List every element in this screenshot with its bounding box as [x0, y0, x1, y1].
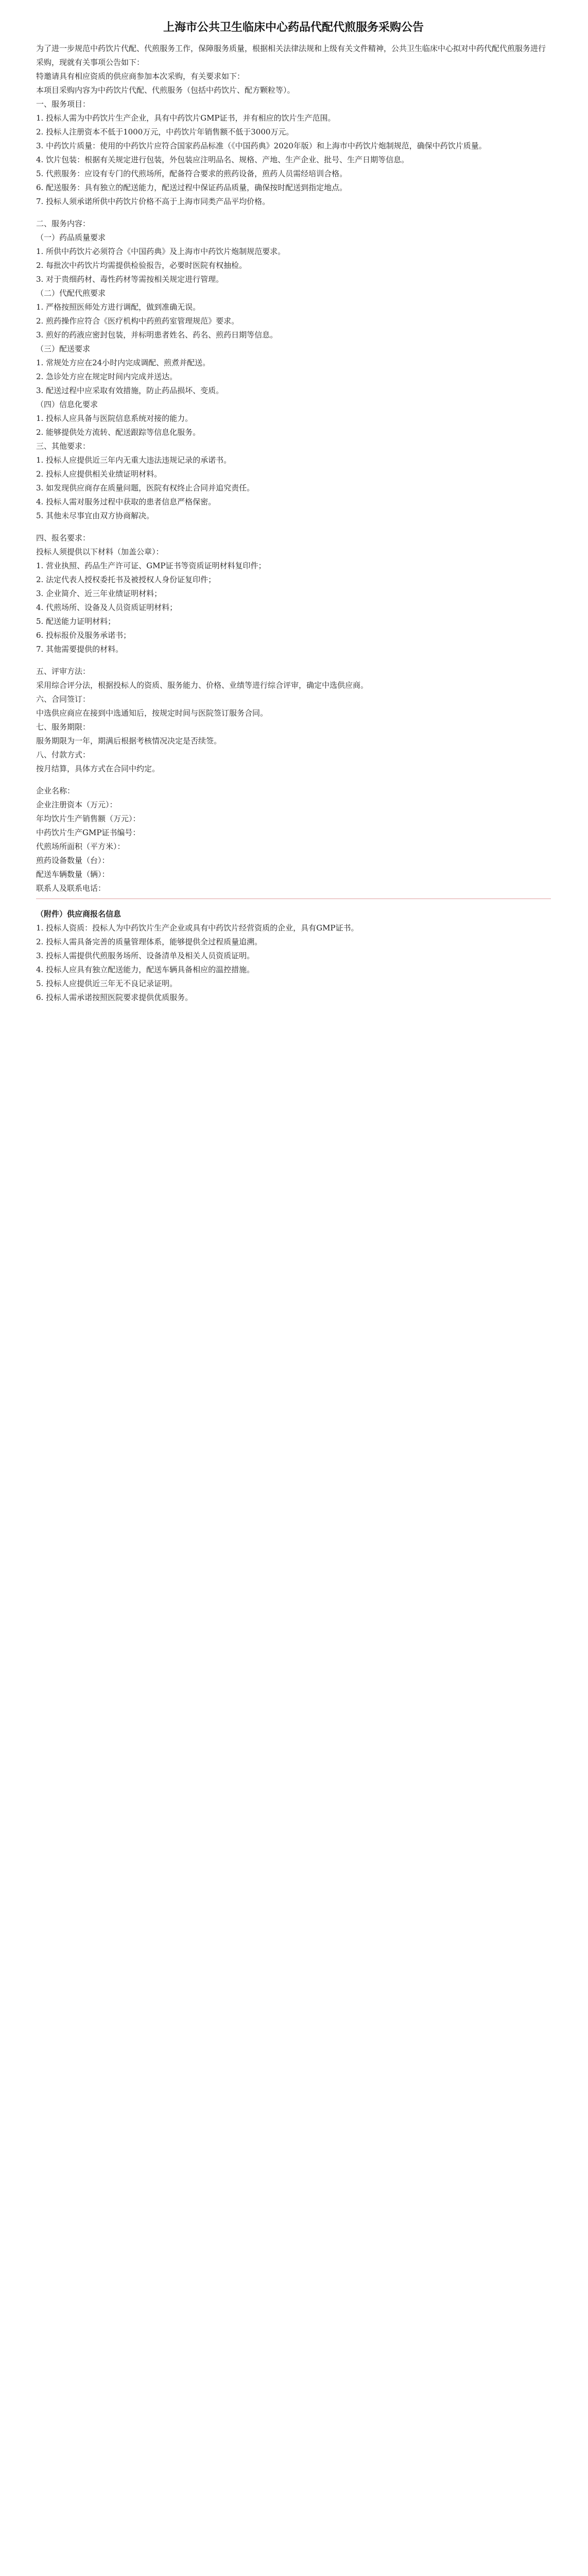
- section-line: 3. 企业简介、近三年业绩证明材料；: [36, 589, 162, 598]
- section-line: 2. 投标人应提供相关业绩证明材料。: [36, 469, 162, 479]
- form-field-label: 年均饮片生产销售额（万元）：: [36, 814, 141, 823]
- section-line: （四）信息化要求: [36, 400, 98, 409]
- form-field-label: 企业注册资本（万元）：: [36, 800, 117, 809]
- section-line: 3. 如发现供应商存在质量问题，医院有权终止合同并追究责任。: [36, 483, 255, 493]
- section-line: 1. 投标人应提供近三年内无重大违法违规记录的承诺书。: [36, 455, 232, 465]
- intro-paragraph: 特邀请具有相应资质的供应商参加本次采购，有关要求如下：: [36, 72, 245, 81]
- section-line: 投标人须提供以下材料（加盖公章）：: [36, 547, 164, 556]
- section-line: 1. 所供中药饮片必须符合《中国药典》及上海市中药饮片炮制规范要求。: [36, 247, 286, 256]
- section-line: 6. 投标报价及服务承诺书；: [36, 631, 131, 640]
- section-line: 中选供应商应在接到中选通知后，按规定时间与医院签订服务合同。: [36, 708, 268, 718]
- intro-paragraph: 本项目采购内容为中药饮片代配、代煎服务（包括中药饮片、配方颗粒等）。: [36, 86, 295, 95]
- attachment-header: （附件）供应商报名信息: [36, 909, 122, 919]
- section-line: 4. 代煎场所、设备及人员资质证明材料；: [36, 603, 178, 612]
- section-line: 7. 其他需要提供的材料。: [36, 645, 124, 654]
- section-line: （三）配送要求: [36, 344, 91, 353]
- section-line: 1. 投标人应具备与医院信息系统对接的能力。: [36, 414, 193, 423]
- section-line: 5. 配送能力证明材料；: [36, 617, 116, 626]
- section-line: 1. 常规处方应在24小时内完成调配、煎煮并配送。: [36, 358, 211, 367]
- form-field-label: 企业名称：: [36, 786, 75, 795]
- attachment-line: 6. 投标人需承诺按照医院要求提供优质服务。: [36, 993, 193, 1002]
- section-line: 五、评审方法：: [36, 667, 91, 676]
- attachment-line: 2. 投标人需具备完善的质量管理体系，能够提供全过程质量追溯。: [36, 937, 263, 946]
- section-line: 2. 能够提供处方流转、配送跟踪等信息化服务。: [36, 428, 201, 437]
- section-line: 2. 每批次中药饮片均需提供检验报告，必要时医院有权抽检。: [36, 261, 247, 270]
- registration-section: [36, 531, 551, 656]
- intro-paragraph: 为了进一步规范中药饮片代配、代煎服务工作，保障服务质量，根据相关法律法规和上级有关文件精神，公共卫生临床中心拟对中药代配代煎服务进行采购，现就有关事项公告如下：: [36, 44, 546, 67]
- service-project-section: [36, 97, 551, 209]
- form-field-label: 联系人及联系电话：: [36, 884, 106, 893]
- supplier-info-form: [36, 784, 551, 895]
- section-line: 6. 配送服务：具有独立的配送能力，配送过程中保证药品质量，确保按时配送到指定地点。: [36, 183, 348, 192]
- section-line: 1. 营业执照、药品生产许可证、GMP证书等资质证明材料复印件；: [36, 561, 266, 570]
- section-line: 2. 急诊处方应在规定时间内完成并送达。: [36, 372, 178, 381]
- section-line: 四、报名要求：: [36, 533, 91, 543]
- attachment-section: [36, 921, 551, 1005]
- section-line: 二、服务内容：: [36, 219, 91, 228]
- attachment-line: 1. 投标人资质：投标人为中药饮片生产企业或具有中药饮片经营资质的企业，具有GMP证书。: [36, 923, 359, 933]
- section-line: 4. 投标人需对服务过程中获取的患者信息严格保密。: [36, 497, 216, 506]
- document-title: 上海市公共卫生临床中心药品代配代煎服务采购公告: [163, 21, 424, 34]
- form-field-label: 代煎场所面积（平方米）：: [36, 842, 125, 851]
- section-line: 三、其他要求：: [36, 442, 91, 451]
- form-field-label: 煎药设备数量（台）：: [36, 856, 110, 865]
- section-line: 5. 代煎服务：应设有专门的代煎场所，配备符合要求的煎药设备，煎药人员需经培训合格。: [36, 169, 348, 178]
- section-line: 七、服务期限：: [36, 722, 91, 732]
- attachment-line: 4. 投标人应具有独立配送能力，配送车辆具备相应的温控措施。: [36, 965, 255, 974]
- attachment-line: 3. 投标人需提供代煎服务场所、设备清单及相关人员资质证明。: [36, 951, 255, 960]
- section-line: 八、付款方式：: [36, 750, 91, 759]
- section-line: 六、合同签订：: [36, 694, 91, 704]
- section-line: 服务期限为一年，期满后根据考核情况决定是否续签。: [36, 736, 222, 745]
- section-line: （二）代配代煎要求: [36, 289, 106, 298]
- section-line: 3. 对于贵细药材、毒性药材等需按相关规定进行管理。: [36, 275, 224, 284]
- section-line: 4. 饮片包装：根据有关规定进行包装，外包装应注明品名、规格、产地、生产企业、批号、生产日期等信息。: [36, 155, 409, 164]
- section-line: 3. 配送过程中应采取有效措施，防止药品损坏、变质。: [36, 386, 224, 395]
- attachment-line: 5. 投标人应提供近三年无不良记录证明。: [36, 979, 178, 988]
- section-line: 5. 其他未尽事宜由双方协商解决。: [36, 511, 154, 520]
- service-content-section: [36, 217, 551, 523]
- form-field-label: 配送车辆数量（辆）：: [36, 870, 110, 879]
- section-line: 2. 法定代表人授权委托书及被授权人身份证复印件；: [36, 575, 216, 584]
- section-line: 2. 煎药操作应符合《医疗机构中药煎药室管理规范》要求。: [36, 316, 239, 326]
- section-line: 一、服务项目：: [36, 99, 91, 109]
- section-line: 2. 投标人注册资本不低于1000万元，中药饮片年销售额不低于3000万元。: [36, 127, 294, 137]
- section-line: 采用综合评分法，根据投标人的资质、服务能力、价格、业绩等进行综合评审，确定中选供应商。: [36, 681, 369, 690]
- section-line: 1. 严格按照医师处方进行调配，做到准确无误。: [36, 302, 201, 312]
- section-line: 7. 投标人须承诺所供中药饮片价格不高于上海市同类产品平均价格。: [36, 197, 270, 206]
- intro-section: [36, 42, 551, 97]
- section-line: （一）药品质量要求: [36, 233, 106, 242]
- form-field-label: 中药饮片生产GMP证书编号：: [36, 828, 141, 837]
- section-line: 3. 中药饮片质量：使用的中药饮片应符合国家药品标准（《中国药典》2020年版）和上海市中药饮片炮制规范，确保中药饮片质量。: [36, 141, 487, 150]
- evaluation-section: [36, 665, 551, 776]
- document-body: [36, 19, 551, 1005]
- section-line: 3. 煎好的药液应密封包装，并标明患者姓名、药名、煎药日期等信息。: [36, 330, 278, 340]
- section-line: 按月结算，具体方式在合同中约定。: [36, 764, 160, 773]
- section-line: 1. 投标人需为中药饮片生产企业，具有中药饮片GMP证书，并有相应的饮片生产范围。: [36, 113, 336, 123]
